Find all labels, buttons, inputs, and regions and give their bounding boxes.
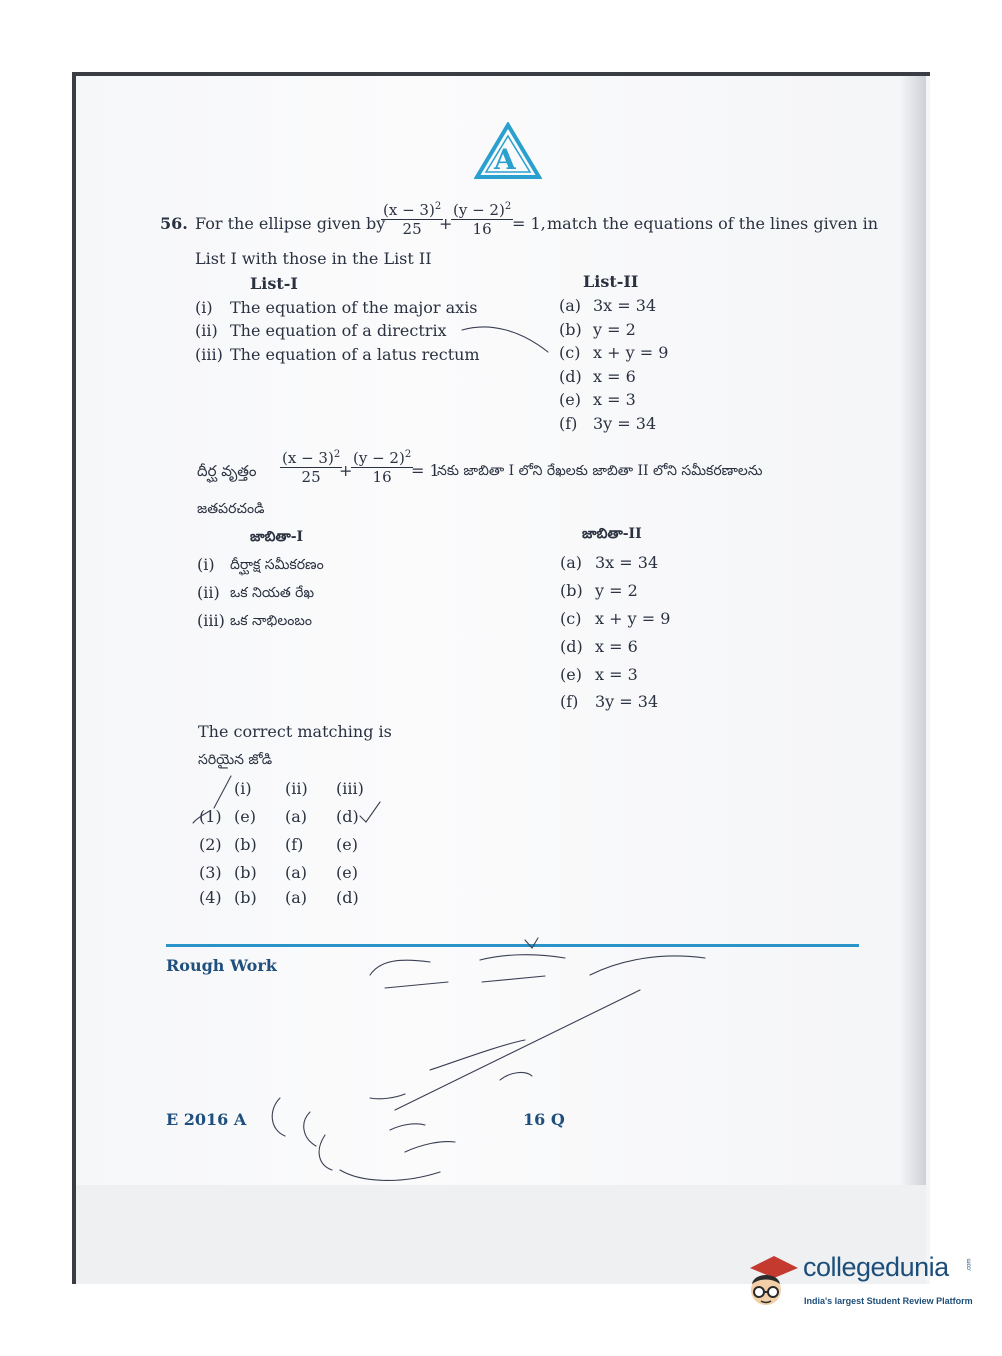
brand-tagline: India's largest Student Review Platform <box>804 1296 973 1306</box>
brand-name: collegedunia <box>803 1252 949 1282</box>
pen-stroke <box>430 1040 525 1070</box>
option-cell: (e) <box>336 835 358 854</box>
te-list2-title: జాబితా-II <box>582 526 642 542</box>
denominator-x: 25 <box>301 468 321 486</box>
option-cell: (a) <box>285 863 308 882</box>
te-list2-item-label: (d) <box>560 637 583 656</box>
option-cell: (a) <box>285 888 308 907</box>
denominator-y: 16 <box>372 468 392 486</box>
numerator-x: (x − 3) <box>383 201 435 219</box>
option-cell: (f) <box>285 835 304 854</box>
te-list1-item-label: (i) <box>197 555 215 574</box>
te-list2-item-label: (f) <box>560 692 579 711</box>
question-intro-te-cont: నకు జాబితా I లోని రేఖలకు జాబితా II లోని సమీకరణాలను <box>437 463 763 479</box>
te-list2-item-text: 3y = 34 <box>595 692 659 711</box>
list2-item-text: 3y = 34 <box>593 414 657 433</box>
plus-sign: + <box>439 214 453 233</box>
list2-item-label: (b) <box>559 320 582 339</box>
pen-tick <box>214 776 231 808</box>
list2-item-label: (a) <box>559 296 582 315</box>
brand-logo[interactable] <box>742 1250 974 1312</box>
matching-heading-te: సరియైన జోడి <box>198 752 273 768</box>
list2-item-label: (c) <box>559 343 581 362</box>
te-list1-item-text: దీర్ఘాక్ష సమీకరణం <box>230 557 324 573</box>
option-cell: (e) <box>234 807 256 826</box>
pen-stroke <box>395 990 640 1110</box>
question-intro-te: దీర్ఘ వృత్తం <box>197 462 257 480</box>
list2-item-text: 3x = 34 <box>593 296 657 315</box>
equation-rhs: = 1, <box>512 214 546 233</box>
pen-stroke <box>385 982 448 988</box>
rough-work-label: Rough Work <box>166 956 277 975</box>
option-cell: (d) <box>336 888 359 907</box>
denominator-x: 25 <box>402 220 422 238</box>
te-list2-item-label: (b) <box>560 581 583 600</box>
exponent: 2 <box>333 449 341 460</box>
list2-title: List-II <box>583 272 639 291</box>
pen-check-icon <box>360 802 380 822</box>
te-list1-item-label: (iii) <box>197 611 225 630</box>
exponent: 2 <box>404 449 412 460</box>
option-cell: (b) <box>234 835 257 854</box>
list2-item-text: x + y = 9 <box>593 343 669 362</box>
te-list2-item-text: y = 2 <box>595 581 638 600</box>
option-cell: (b) <box>234 888 257 907</box>
question-intro-en-line2: List I with those in the List II <box>195 249 432 268</box>
option-number: (2) <box>199 835 222 854</box>
exponent: 2 <box>434 201 442 212</box>
option-cell: (d) <box>336 807 359 826</box>
list1-item-label: (iii) <box>195 345 223 364</box>
column-header: (i) <box>234 779 252 798</box>
denominator-y: 16 <box>472 220 492 238</box>
te-list1-item-text: ఒక నియత రేఖ <box>230 585 315 601</box>
te-list2-item-label: (c) <box>560 609 582 628</box>
option-number: (3) <box>199 863 222 882</box>
question-intro-te-line2: జతపరచండి <box>197 501 265 517</box>
te-list2-item-text: x = 3 <box>595 665 638 684</box>
list1-item-text: The equation of the major axis <box>230 298 478 317</box>
matching-heading-en: The correct matching is <box>198 722 392 741</box>
te-list2-item-text: 3x = 34 <box>595 553 659 572</box>
plus-sign: + <box>339 461 353 480</box>
option-cell: (b) <box>234 863 257 882</box>
numerator-y: (y − 2) <box>453 201 505 219</box>
option-cell: (e) <box>336 863 358 882</box>
mascot-icon <box>742 1250 800 1310</box>
list1-item-label: (ii) <box>195 321 218 340</box>
option-number: (4) <box>199 888 222 907</box>
pen-stroke <box>480 955 565 960</box>
pen-stroke <box>319 1135 332 1170</box>
te-list2-item-text: x + y = 9 <box>595 609 671 628</box>
pen-tick <box>193 812 208 823</box>
pen-stroke <box>340 1170 440 1180</box>
list1-title: List-I <box>250 274 298 293</box>
te-list1-item-text: ఒక నాభిలంబం <box>230 613 312 629</box>
set-code-letter: A <box>494 143 516 176</box>
te-list2-item-label: (e) <box>560 665 582 684</box>
footer-page: 16 Q <box>523 1110 565 1129</box>
list2-item-text: x = 6 <box>593 367 636 386</box>
pen-stroke <box>390 1124 425 1130</box>
pen-stroke <box>272 1098 285 1136</box>
list2-item-text: y = 2 <box>593 320 636 339</box>
brand-suffix: .com <box>966 1258 973 1272</box>
option-number: (1) <box>199 807 222 826</box>
pen-stroke <box>370 960 430 975</box>
list2-item-label: (d) <box>559 367 582 386</box>
pen-stroke <box>525 938 538 948</box>
list2-item-text: x = 3 <box>593 390 636 409</box>
question-intro-en-cont: match the equations of the lines given in <box>547 214 879 233</box>
numerator-y: (y − 2) <box>353 449 405 467</box>
te-list2-item-text: x = 6 <box>595 637 638 656</box>
list1-item-text: The equation of a directrix <box>230 321 447 340</box>
list1-item-label: (i) <box>195 298 213 317</box>
pen-stroke <box>482 976 545 982</box>
te-list1-item-label: (ii) <box>197 583 220 602</box>
column-header: (iii) <box>336 779 364 798</box>
numerator-x: (x − 3) <box>282 449 334 467</box>
pen-stroke <box>462 327 548 352</box>
question-number: 56. <box>160 214 188 233</box>
equation-rhs-te: = 1 <box>411 461 440 480</box>
pen-stroke <box>500 1073 532 1080</box>
pen-stroke <box>590 956 705 975</box>
list2-item-label: (e) <box>559 390 581 409</box>
te-list2-item-label: (a) <box>560 553 583 572</box>
exponent: 2 <box>504 201 512 212</box>
list1-item-text: The equation of a latus rectum <box>230 345 480 364</box>
pen-stroke <box>304 1112 316 1146</box>
pen-stroke <box>370 1094 405 1099</box>
list2-item-label: (f) <box>559 414 578 433</box>
option-cell: (a) <box>285 807 308 826</box>
te-list1-title: జాబితా-I <box>250 529 304 545</box>
footer-code: E 2016 A <box>166 1110 247 1129</box>
column-header: (ii) <box>285 779 308 798</box>
pen-stroke <box>405 1142 455 1152</box>
question-intro-en: For the ellipse given by <box>195 214 386 233</box>
